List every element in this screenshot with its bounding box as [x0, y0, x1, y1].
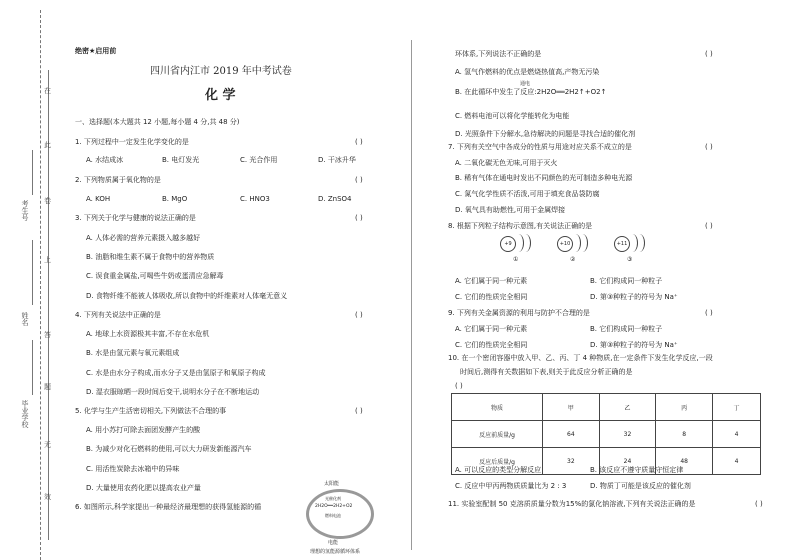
particle-label-2: ② — [570, 256, 576, 263]
table-cell: 48 — [656, 448, 713, 475]
exam-number-blank[interactable] — [32, 150, 33, 195]
q10-stem-2: 时间后,测得有关数据如下表,则关于此反应分析正确的是 — [460, 368, 633, 376]
q6-opt-d: D. 光照条件下分解水,急待解决的问题是寻找合适的催化剂 — [455, 130, 636, 138]
exam-number-label: 考生号 — [21, 200, 29, 221]
table-header-row — [452, 394, 761, 421]
electrolysis-label: 通电 — [520, 81, 531, 87]
q2-opt-c: C. HNO3 — [240, 195, 270, 203]
margin-char: 题 — [44, 383, 51, 391]
q10-opt-d: D. 物质丁可能是该反应的催化剂 — [590, 482, 691, 490]
table-cell: 64 — [543, 421, 600, 448]
table-cell: 24 — [599, 448, 656, 475]
q9-opt-a: A. 它们属于同一种元素 — [455, 325, 528, 333]
q3-opt-c: C. 误食重金属盐,可喝些牛奶或蛋清应急解毒 — [86, 272, 224, 280]
table-header: 丙 — [656, 394, 713, 421]
nucleus-2: +10 — [557, 236, 573, 252]
binding-line-dashed — [40, 10, 41, 560]
shell-arc-icon — [577, 234, 588, 252]
name-label: 姓名 — [21, 312, 29, 326]
q6-answer[interactable]: ( ) — [705, 50, 713, 58]
q3-opt-d: D. 食物纤维不能被人体吸收,所以食物中的纤维素对人体毫无意义 — [86, 292, 288, 300]
q4-answer[interactable]: ( ) — [355, 311, 363, 319]
page-title: 四川省内江市 2019 年中考试卷 — [150, 66, 292, 77]
hydrogen-cycle-diagram — [290, 480, 390, 560]
q10-stem: 10. 在一个密闭容器中放入甲、乙、丙、丁 4 种物质,在一定条件下发生化学反应,一段 — [448, 354, 713, 362]
margin-char: 卷 — [44, 197, 51, 205]
secret-label: 绝密★启用前 — [75, 47, 117, 55]
table-cell: 4 — [712, 448, 760, 475]
q1-opt-c: C. 光合作用 — [240, 156, 278, 164]
table-cell: 4 — [712, 421, 760, 448]
q1-opt-a: A. 水结成冰 — [86, 156, 124, 164]
q6-continued: 环体系,下列说法不正确的是 — [455, 50, 542, 58]
q9-stem: 9. 下列有关金属资源的利用与防护不合理的是 — [448, 309, 590, 317]
q7-answer[interactable]: ( ) — [705, 143, 713, 151]
q8-opt-b: B. 它们构成同一种粒子 — [590, 277, 663, 285]
table-header: 丁 — [712, 394, 760, 421]
q7-opt-d: D. 氧气具有助燃性,可用于金属焊接 — [455, 206, 566, 214]
section-heading: 一、选择题(本大题共 12 小题,每小题 4 分,共 48 分) — [75, 118, 240, 126]
q2-opt-d: D. ZnSO4 — [318, 195, 352, 203]
particle-label-1: ① — [513, 256, 519, 263]
diagram-center-2: 2H2O══2H2+O2 — [315, 504, 353, 509]
q2-answer[interactable]: ( ) — [355, 176, 363, 184]
particle-diagram-2 — [557, 236, 597, 266]
q8-opt-d: D. 第③种粒子的符号为 Na⁺ — [590, 293, 678, 301]
subject-title: 化 学 — [205, 88, 236, 103]
q7-opt-b: B. 稀有气体在通电时发出不同颜色的光可制造多种电光源 — [455, 174, 633, 182]
q7-opt-c: C. 氮气化学性质不活泼,可用于填充食品袋防腐 — [455, 190, 600, 198]
diagram-top-label: 太阳能 — [324, 481, 340, 487]
q9-opt-b: B. 它们构成同一种粒子 — [590, 325, 663, 333]
nucleus-3: +11 — [614, 236, 630, 252]
q6-opt-c: C. 燃料电池可以将化学能转化为电能 — [455, 112, 570, 120]
margin-char: 此 — [44, 141, 51, 149]
q5-opt-d: D. 大量使用农药化肥以提高农业产量 — [86, 484, 201, 492]
school-blank[interactable] — [32, 340, 33, 395]
table-header: 物质 — [452, 394, 543, 421]
q3-opt-b: B. 油脂和维生素不属于食物中的营养物质 — [86, 253, 215, 261]
q5-stem: 5. 化学与生产生活密切相关,下列做法不合理的事 — [75, 407, 227, 415]
particle-diagram-3 — [614, 236, 654, 266]
table-cell: 反应后质量/g — [452, 448, 543, 475]
particle-label-3: ③ — [627, 256, 633, 263]
q8-stem: 8. 根据下列粒子结构示意图,有关说法正确的是 — [448, 222, 593, 230]
q1-opt-b: B. 电灯发光 — [162, 156, 200, 164]
table-cell: 8 — [656, 421, 713, 448]
margin-char: 在 — [44, 87, 51, 95]
shell-arc-icon — [520, 234, 531, 252]
margin-char: 答 — [44, 331, 51, 339]
q2-opt-b: B. MgO — [162, 195, 188, 203]
nucleus-1: +9 — [500, 236, 516, 252]
mass-data-table — [451, 393, 761, 475]
q9-answer[interactable]: ( ) — [705, 309, 713, 317]
q10-opt-a: A. 可以反应的类型分解反应 — [455, 466, 542, 474]
q9-opt-d: D. 第③种粒子的符号为 Na⁺ — [590, 341, 678, 349]
q6-stem: 6. 如图所示,科学家提出一种最经济最理想的获得氢能源的循 — [75, 503, 262, 511]
table-cell: 32 — [599, 421, 656, 448]
q10-opt-c: C. 反应中甲丙两物质质量比为 2 : 3 — [455, 482, 567, 490]
q7-stem: 7. 下列有关空气中各成分的性质与用途对应关系不成立的是 — [448, 143, 632, 151]
column-divider — [411, 40, 412, 550]
q2-stem: 2. 下列物质属于氧化物的是 — [75, 176, 161, 184]
table-header: 甲 — [543, 394, 600, 421]
q11-stem: 11. 实验室配制 50 克溶质质量分数为15%的氯化钠溶液,下列有关说法正确的是 — [448, 500, 696, 508]
table-row — [452, 421, 761, 448]
q2-opt-a: A. KOH — [86, 195, 111, 203]
q3-answer[interactable]: ( ) — [355, 214, 363, 222]
q9-opt-c: C. 它们的性质完全相同 — [455, 341, 528, 349]
q4-opt-c: C. 水是由水分子构成,而水分子又是由氢原子和氧原子构成 — [86, 369, 266, 377]
q3-stem: 3. 下列关于化学与健康的说法正确的是 — [75, 214, 196, 222]
q1-opt-d: D. 干冰升华 — [318, 156, 356, 164]
shell-arc-icon — [634, 234, 645, 252]
margin-char: 效 — [44, 493, 51, 501]
q5-answer[interactable]: ( ) — [355, 407, 363, 415]
diagram-bottom-label: 电能 — [328, 540, 339, 546]
q5-opt-b: B. 为减少对化石燃料的使用,可以大力研发新能源汽车 — [86, 445, 252, 453]
q6-opt-b: B. 在此循环中发生了反应:2H2O══2H2↑+O2↑ — [455, 88, 607, 96]
school-label: 毕业学校 — [21, 400, 29, 428]
q3-opt-a: A. 人体必需的营养元素摄入越多越好 — [86, 234, 201, 242]
q6-opt-a: A. 氢气作燃料的优点是燃烧热值高,产物无污染 — [455, 68, 600, 76]
q8-opt-a: A. 它们属于同一种元素 — [455, 277, 528, 285]
table-header: 乙 — [599, 394, 656, 421]
q4-opt-d: D. 湿衣服晾晒一段时间后变干,说明水分子在不断地运动 — [86, 388, 260, 396]
q7-opt-a: A. 二氧化碳无色无味,可用于灭火 — [455, 159, 558, 167]
q5-opt-c: C. 用活性炭除去冰箱中的异味 — [86, 465, 180, 473]
diagram-center-3: 燃料电池 — [325, 513, 341, 518]
table-cell: 32 — [543, 448, 600, 475]
q8-answer[interactable]: ( ) — [705, 222, 713, 230]
margin-char: 无 — [44, 441, 51, 449]
diagram-caption: 理想的氢能源循环体系 — [310, 549, 361, 555]
table-cell: 反应前质量/g — [452, 421, 543, 448]
q4-opt-b: B. 水是由氢元素与氧元素组成 — [86, 349, 180, 357]
q5-opt-a: A. 用小苏打可除去面团发酵产生的酸 — [86, 426, 201, 434]
diagram-center-1: 光催化剂 — [325, 496, 341, 501]
q11-answer[interactable]: ( ) — [755, 500, 763, 508]
q4-opt-a: A. 地球上水资源极其丰富,不存在水危机 — [86, 330, 210, 338]
margin-char: 上 — [44, 256, 51, 264]
q8-opt-c: C. 它们的性质完全相同 — [455, 293, 528, 301]
q4-stem: 4. 下列有关说法中正确的是 — [75, 311, 161, 319]
q10-answer[interactable]: ( ) — [455, 382, 463, 390]
q1-answer[interactable]: ( ) — [355, 138, 363, 146]
name-blank[interactable] — [32, 240, 33, 305]
q1-stem: 1. 下列过程中一定发生化学变化的是 — [75, 138, 189, 146]
particle-diagram-1 — [500, 236, 540, 266]
q10-opt-b: B. 该反应不遵守质量守恒定律 — [590, 466, 684, 474]
